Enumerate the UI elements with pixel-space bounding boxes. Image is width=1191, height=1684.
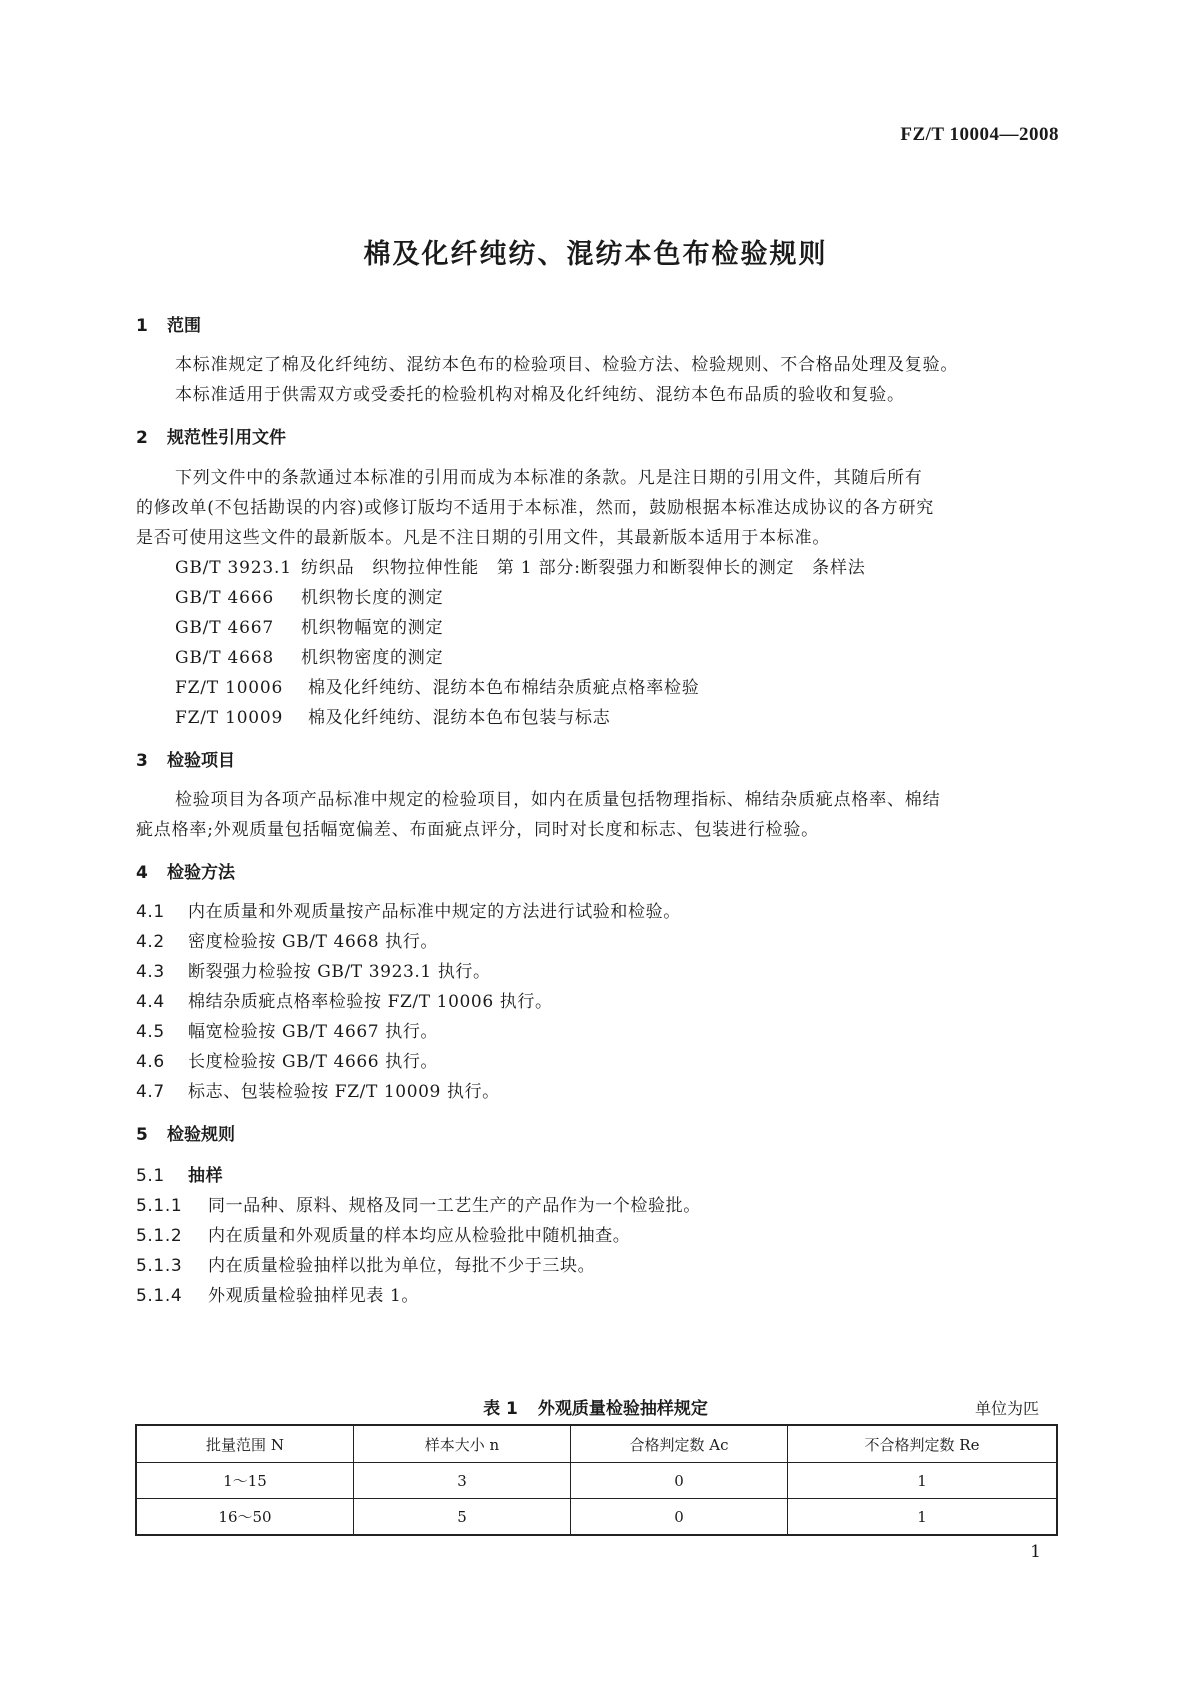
reference-code: GB/T 3923.1 (175, 558, 292, 578)
clause-number: 5.1.2 (136, 1226, 183, 1246)
paragraph-line: 是否可使用这些文件的最新版本。凡是不注日期的引用文件，其最新版本适用于本标准。 (136, 528, 831, 548)
table-unit: 单位为匹 (974, 1399, 1039, 1418)
clause (136, 1047, 438, 1072)
standard-code: FZ/T 10004—2008 (900, 124, 1059, 145)
reference-code: GB/T 4668 (175, 648, 275, 668)
clause-number: 4.6 (136, 1052, 165, 1072)
table-cell: 0 (571, 1463, 788, 1499)
section-number: 3 (136, 751, 148, 771)
section-number: 1 (136, 316, 148, 336)
table-cell: 3 (354, 1463, 571, 1499)
clause-text: 外观质量检验抽样见表 1。 (208, 1286, 420, 1306)
clause-text: 同一品种、原料、规格及同一工艺生产的产品作为一个检验批。 (208, 1196, 701, 1216)
table-caption-text: 外观质量检验抽样规定 (537, 1399, 708, 1419)
reference-title: 棉及化纤纯纺、混纺本色布包装与标志 (308, 708, 611, 728)
reference-code: GB/T 4666 (175, 588, 275, 608)
clause-text: 断裂强力检验按 GB/T 3923.1 执行。 (188, 962, 491, 982)
clause (136, 1017, 438, 1042)
table-header-row (136, 1425, 1057, 1463)
reference-item (175, 703, 611, 728)
reference-item (175, 673, 700, 698)
clause-number: 4.4 (136, 992, 165, 1012)
clause (136, 897, 681, 922)
clause-number: 4.3 (136, 962, 165, 982)
clause-text: 内在质量和外观质量按产品标准中规定的方法进行试验和检验。 (188, 902, 681, 922)
clause-number: 5.1.4 (136, 1286, 183, 1306)
section-2-heading (136, 423, 286, 448)
section-number: 5 (136, 1125, 148, 1145)
page-number: 1 (1030, 1542, 1041, 1562)
clause (136, 987, 553, 1012)
column-header: 合格判定数 Ac (571, 1425, 788, 1463)
section-title: 检验方法 (167, 863, 235, 883)
clause-text: 幅宽检验按 GB/T 4667 执行。 (188, 1022, 439, 1042)
section-4-heading (136, 858, 235, 883)
paragraph: 本标准规定了棉及化纤纯纺、混纺本色布的检验项目、检验方法、检验规则、不合格品处理及复验。 (175, 355, 959, 375)
table-row (136, 1499, 1057, 1536)
reference-code: GB/T 4667 (175, 618, 275, 638)
section-title: 检验项目 (167, 751, 235, 771)
subsection-number: 5.1 (136, 1166, 165, 1186)
reference-item (175, 553, 866, 578)
section-1-heading (136, 311, 201, 336)
paragraph-line: 下列文件中的条款通过本标准的引用而成为本标准的条款。凡是注日期的引用文件，其随后所有 (175, 468, 923, 488)
reference-item (175, 643, 443, 668)
reference-code: FZ/T 10006 (175, 678, 284, 698)
paragraph-line: 的修改单(不包括勘误的内容)或修订版均不适用于本标准，然而，鼓励根据本标准达成协议的各方研究 (136, 498, 935, 518)
table-cell: 1 (788, 1463, 1058, 1499)
table-cell: 5 (354, 1499, 571, 1536)
paragraph-line: 检验项目为各项产品标准中规定的检验项目，如内在质量包括物理指标、棉结杂质疵点格率、棉结 (175, 790, 941, 810)
table-cell: 16～50 (136, 1499, 354, 1536)
clause-text: 内在质量检验抽样以批为单位，每批不少于三块。 (208, 1256, 596, 1276)
table-label: 表 1 (483, 1399, 518, 1419)
reference-title: 机织物长度的测定 (301, 588, 444, 608)
clause-number: 5.1.3 (136, 1256, 183, 1276)
clause-text: 棉结杂质疵点格率检验按 FZ/T 10006 执行。 (188, 992, 553, 1012)
sampling-table (135, 1424, 1058, 1536)
clause (136, 957, 491, 982)
column-header: 不合格判定数 Re (788, 1425, 1058, 1463)
clause-text: 内在质量和外观质量的样本均应从检验批中随机抽查。 (208, 1226, 631, 1246)
table-cell: 0 (571, 1499, 788, 1536)
document-title: 棉及化纤纯纺、混纺本色布检验规则 (363, 239, 828, 270)
section-5-heading (136, 1120, 235, 1145)
table-cell: 1～15 (136, 1463, 354, 1499)
table-cell: 1 (788, 1499, 1058, 1536)
clause-text: 密度检验按 GB/T 4668 执行。 (188, 932, 439, 952)
paragraph: 本标准适用于供需双方或受委托的检验机构对棉及化纤纯纺、混纺本色布品质的验收和复验。 (175, 385, 905, 405)
clause-number: 4.7 (136, 1082, 165, 1102)
clause-text: 长度检验按 GB/T 4666 执行。 (188, 1052, 439, 1072)
reference-title: 棉及化纤纯纺、混纺本色布棉结杂质疵点格率检验 (308, 678, 700, 698)
section-number: 2 (136, 428, 148, 448)
clause-text: 标志、包装检验按 FZ/T 10009 执行。 (188, 1082, 500, 1102)
column-header: 批量范围 N (136, 1425, 354, 1463)
clause (136, 927, 438, 952)
section-title: 规范性引用文件 (167, 428, 286, 448)
section-title: 范围 (167, 316, 201, 336)
clause (136, 1221, 630, 1246)
table-row (136, 1463, 1057, 1499)
clause-number: 4.5 (136, 1022, 165, 1042)
section-title: 检验规则 (167, 1125, 235, 1145)
reference-title: 机织物幅宽的测定 (301, 618, 444, 638)
clause (136, 1191, 701, 1216)
clause (136, 1281, 419, 1306)
clause-number: 4.1 (136, 902, 165, 922)
reference-title: 纺织品 织物拉伸性能 第 1 部分:断裂强力和断裂伸长的测定 条样法 (301, 558, 866, 578)
clause-number: 4.2 (136, 932, 165, 952)
subsection-heading (136, 1161, 223, 1186)
paragraph-line: 疵点格率;外观质量包括幅宽偏差、布面疵点评分，同时对长度和标志、包装进行检验。 (136, 820, 819, 840)
column-header: 样本大小 n (354, 1425, 571, 1463)
clause (136, 1251, 595, 1276)
reference-code: FZ/T 10009 (175, 708, 284, 728)
clause (136, 1077, 500, 1102)
subsection-title: 抽样 (188, 1166, 224, 1186)
reference-title: 机织物密度的测定 (301, 648, 444, 668)
section-number: 4 (136, 863, 148, 883)
reference-item (175, 613, 443, 638)
reference-item (175, 583, 443, 608)
clause-number: 5.1.1 (136, 1196, 183, 1216)
section-3-heading (136, 746, 235, 771)
